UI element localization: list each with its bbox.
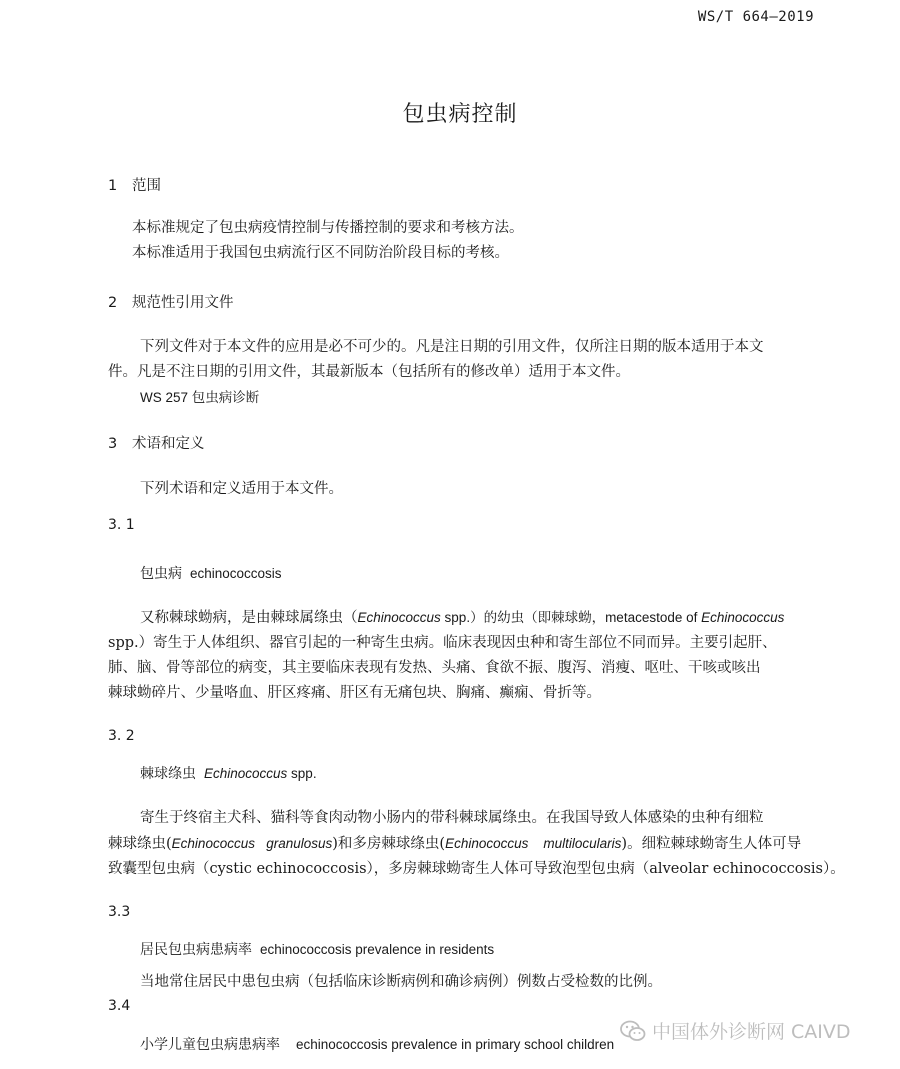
term-3-2-definition — [108, 806, 845, 882]
def-text: )和多房棘球绦虫( — [332, 836, 446, 852]
section-1-number: 1 — [108, 178, 118, 194]
species-name: Echinococcus multilocularis — [445, 836, 622, 851]
term-3-3-en: echinococcosis prevalence in residents — [260, 942, 495, 957]
term-3-2-number: 3. 2 — [108, 728, 135, 744]
term-3-2-def-line-2 — [108, 831, 845, 857]
normative-reference: WS 257 包虫病诊断 — [140, 390, 260, 405]
term-3-2-def-line-3: 致囊型包虫病（cystic echinococcosis），多房棘球蚴寄生人体可导致泡型包虫病（alveolar echinococcosis）。 — [108, 861, 845, 877]
section-1-line-2: 本标准适用于我国包虫病流行区不同防治阶段目标的考核。 — [132, 245, 509, 261]
genus-name: Echinococcus — [701, 610, 785, 625]
def-text: 棘球绦虫( — [108, 836, 172, 852]
term-3-1-def-line-2: spp.）寄生于人体组织、器官引起的一种寄生虫病。临床表现因虫种和寄生部位不同而异。主要引起肝、 — [108, 635, 777, 651]
term-3-3-zh: 居民包虫病患病率 — [140, 942, 252, 958]
section-1-title: 范围 — [132, 178, 161, 194]
section-3-intro: 下列术语和定义适用于本文件。 — [140, 481, 343, 497]
term-3-1-en: echinococcosis — [190, 566, 282, 581]
term-3-1-def-line-3: 肺、脑、骨等部位的病变，其主要临床表现有发热、头痛、食欲不振、腹泻、消瘦、呕吐、干咳或咳出 — [108, 660, 761, 676]
def-text: spp.）的幼虫（即棘球蚴，metacestode of — [440, 610, 702, 625]
section-2-title: 规范性引用文件 — [132, 295, 234, 311]
genus-name: Echinococcus — [357, 610, 441, 625]
term-3-1-zh: 包虫病 — [140, 566, 182, 582]
term-3-3-heading — [140, 939, 494, 959]
term-3-1-number: 3. 1 — [108, 517, 135, 533]
term-3-3-number: 3.3 — [108, 904, 131, 920]
term-3-4-en: echinococcosis prevalence in primary school children — [296, 1037, 615, 1052]
section-1-body — [132, 216, 524, 266]
term-3-3-definition: 当地常住居民中患包虫病（包括临床诊断病例和确诊病例）例数占受检数的比例。 — [140, 974, 662, 990]
document-number: WS/T 664—2019 — [697, 9, 814, 25]
wechat-icon — [620, 1020, 646, 1042]
section-3-title: 术语和定义 — [132, 436, 205, 452]
section-1-line-1: 本标准规定了包虫病疫情控制与传播控制的要求和考核方法。 — [132, 220, 524, 236]
term-3-1-def-line-4: 棘球蚴碎片、少量咯血、肝区疼痛、肝区有无痛包块、胸痛、癫痫、骨折等。 — [108, 685, 601, 701]
page-title: 包虫病控制 — [402, 102, 518, 127]
watermark — [620, 1017, 851, 1044]
section-2-line-2: 件。凡是不注日期的引用文件，其最新版本（包括所有的修改单）适用于本文件。 — [108, 364, 630, 380]
section-2-heading — [108, 291, 234, 312]
watermark-text: 中国体外诊断网 CAIVD — [652, 1021, 851, 1043]
def-text: 又称棘球蚴病，是由棘球属绦虫（ — [140, 610, 358, 626]
term-3-4-heading — [140, 1034, 614, 1054]
term-3-2-def-line-1: 寄生于终宿主犬科、猫科等食肉动物小肠内的带科棘球属绦虫。在我国导致人体感染的虫种有细粒 — [140, 810, 764, 826]
term-3-1-def-line-1 — [108, 605, 784, 631]
section-1-heading — [108, 174, 161, 195]
term-3-2-heading — [140, 763, 317, 783]
species-name: Echinococcus granulosus — [171, 836, 333, 851]
term-3-4-zh: 小学儿童包虫病患病率 — [140, 1037, 280, 1053]
term-3-2-en-genus: Echinococcus — [204, 766, 288, 781]
section-2-body — [108, 335, 764, 410]
term-3-2-en-spp: spp. — [287, 766, 317, 781]
def-text: )。细粒棘球蚴寄生人体可导 — [621, 836, 802, 852]
term-3-1-heading — [140, 563, 282, 583]
section-2-line-1: 下列文件对于本文件的应用是必不可少的。凡是注日期的引用文件，仅所注日期的版本适用于本文 — [140, 339, 764, 355]
section-2-number: 2 — [108, 295, 118, 311]
term-3-2-zh: 棘球绦虫 — [140, 766, 196, 782]
term-3-1-definition — [108, 605, 784, 706]
term-3-4-number: 3.4 — [108, 998, 131, 1014]
section-3-number: 3 — [108, 436, 118, 452]
section-3-heading — [108, 432, 205, 453]
